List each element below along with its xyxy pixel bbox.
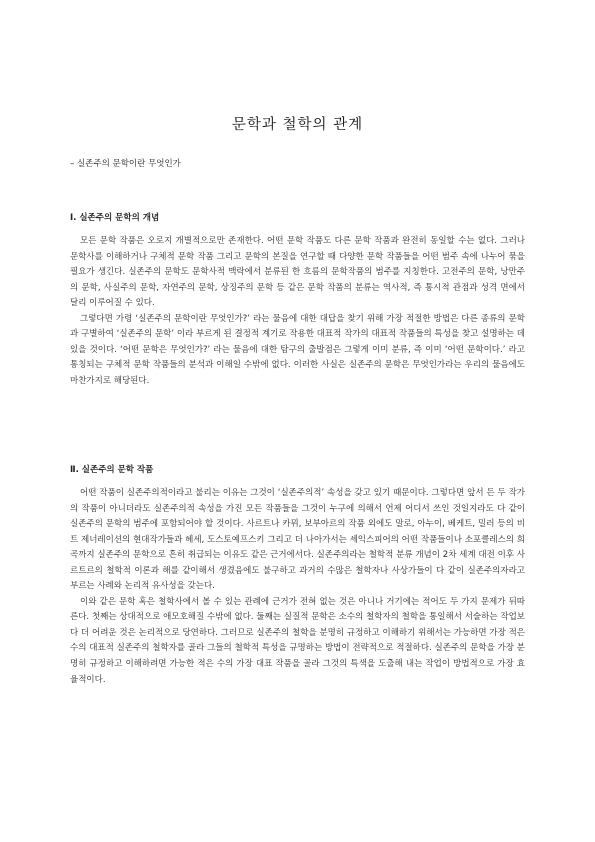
section-2-paragraph: 어떤 작품이 실존주의적이라고 불리는 이유는 그것이 ‘실존주의적’ 속성을 갖고 있기 때문이다. 그렇다면 앞서 든 두 작가의 작품이 아니더라도 실존주의적 속성을 가진 모든 작품들을 그것이 누구에 의해서 언제 어디서 쓰인 것일지라도 다 같이 실존주의 문학의 범주에 포함되어야 할 것이다. 사르트나 카뮈, 보부아르의 작품 외에도 말로, 아누이, 베케트, 밀러 등의 비트 제너레이션의 현대작가들과 헤세, 도스토예프스키 그리고 더 나아가서는 셰익스피어의 어떤 작품들이나 소포클레스의 희곡까지 실존주의 문학으로 흔히 취급되는 이유도 같은 근거에서다. 실존주의라는 철학적 분류 개념이 2차 세계 대전 이후 사르트르의 철학적 이론과 해를 같이해서 생겼음에도 불구하고 과거의 수많은 철학자나 사상가들이 다 같이 실존주의자라고 부르는 사례와 논리적 유사성을 갖는다. — [70, 488, 525, 592]
document-title: 문학과 철학의 관계 — [231, 117, 364, 133]
section-2-heading: Ⅱ. 실존주의 문학 작품 — [70, 465, 154, 475]
section-1-paragraph: 모든 문학 작품은 오로지 개별적으로만 존재한다. 어떤 문학 작품도 다른 문학 작품과 완전히 동일할 수는 없다. 그러나 문학사를 이해하거나 구체적 문학 작품 그리고 문학의 본질을 연구할 때 다양한 문학 작품들을 어떤 범주 속에 나누어 묶을 필요가 생긴다. 실존주의 문학도 문학사적 맥락에서 분류된 한 흐름의 문학작품의 범주를 지칭한다. 고전주의 문학, 낭만주의 문학, 사실주의 문학, 자연주의 문학, 상징주의 문학 등 같은 문학 작품의 분류는 역사적, 즉 통시적 관점과 성격 면에서 달리 이루어질 수 있다. — [70, 236, 525, 309]
section-1-body — [70, 234, 525, 389]
section-1-heading: Ⅰ. 실존주의 문학의 개념 — [70, 213, 160, 223]
document-subtitle: – 실존주의 문학이란 무엇인가 — [70, 159, 181, 169]
section-2-body — [70, 486, 525, 688]
section-2-paragraph: 이와 같은 문학 혹은 철학사에서 볼 수 있는 관례에 근거가 전혀 없는 것은 아니나 거기에는 적어도 두 가지 문제가 뒤따른다. 첫째는 상대적으로 애모호해질 수밖에 없다. 둘째는 실질적 문학은 소수의 철학자의 철학을 통일해서 서술하는 작업보다 더 어려운 것은 논리적으로 당연하다. 그러므로 실존주의 철학을 분명히 규정하고 이해하기 위해서는 가능하면 가장 적은 수의 대표적 실존주의 철학자를 골라 그들의 철학적 특성을 규명하는 방법이 전략적으로 적절하다. 실존주의 문학을 가장 분명히 규정하고 이해하려면 가능한 적은 수의 가장 대표 작품을 골라 그것의 특색을 도출해 내는 작업이 방법적으로 가장 효율적이다. — [70, 596, 525, 685]
section-1-paragraph: 그렇다면 가령 ‘실존주의 문학이란 무엇인가?’ 라는 물음에 대한 대답을 찾기 위해 가장 적절한 방법은 다른 종류의 문학과 구별하여 ‘실존주의 문학’ 이라 부르게 된 결정적 계기로 작용한 대표적 작가의 대표적 작품들의 특성을 찾고 설명하는 데 있을 것이다. ‘어떤 문학은 무엇인가?’ 라는 물음에 대한 탐구의 출발점은 그렇게 이미 분류, 즉 이미 ‘어떤 문학이다.’ 라고 통칭되는 구체적 문학 작품들의 분석과 이해일 수밖에 없다. 이러한 사실은 실존주의 문학은 무엇인가라는 우리의 물음에도 마찬가지로 해당된다. — [70, 313, 525, 386]
